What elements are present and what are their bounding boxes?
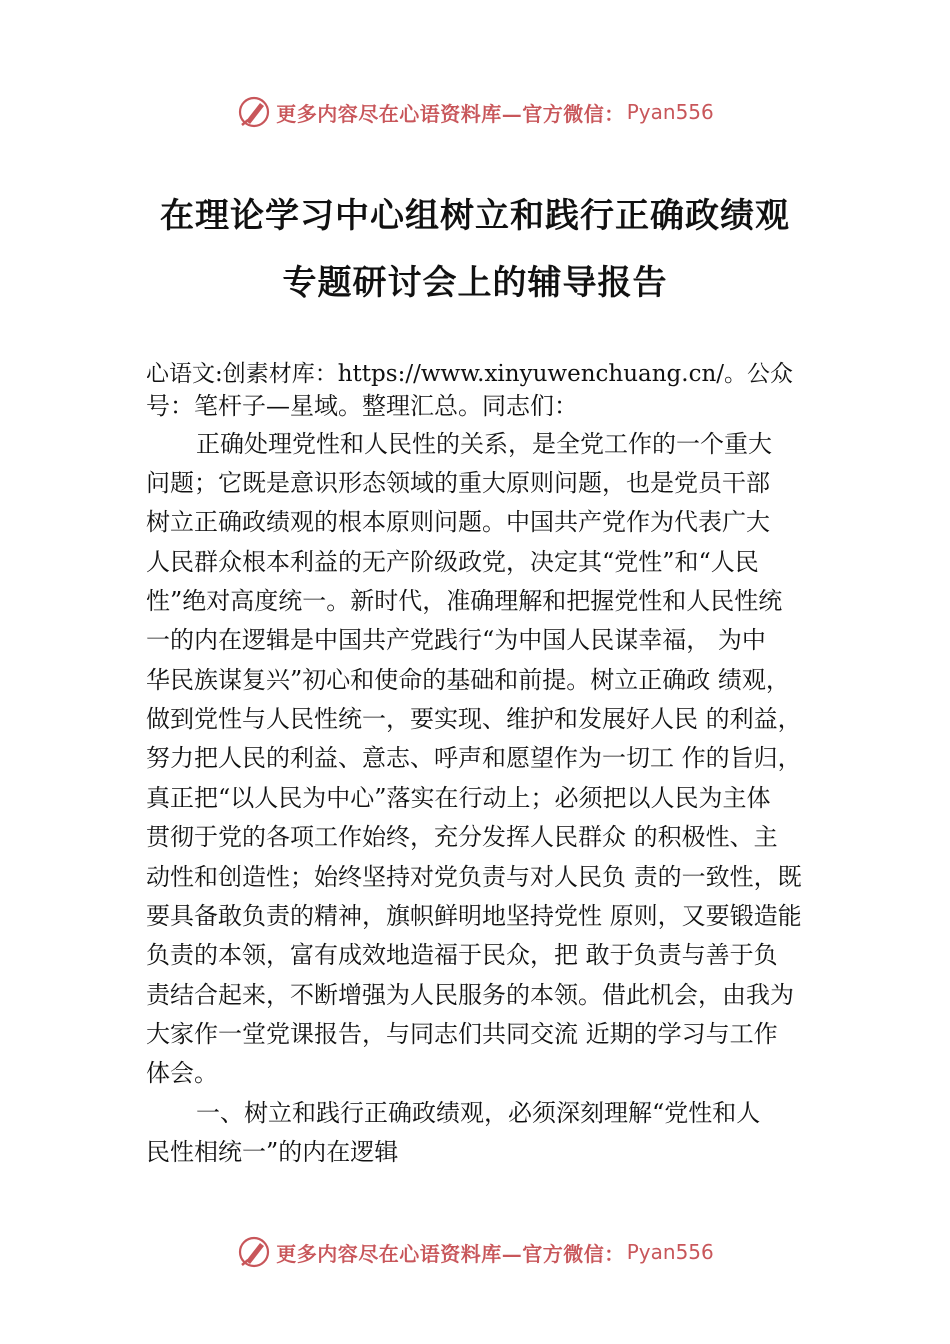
paragraph-line: 性”绝对高度统一。新时代，准确理解和把握党性和人民性统 <box>146 587 783 615</box>
pen-nib-logo-icon <box>236 94 272 130</box>
paragraph-line: 负责的本领，富有成效地造福于民众，把 敢于负责与善于负 <box>146 941 778 969</box>
intro-line: 心语文:创素材库：https://www.xinyuwenchuang.cn/。公众 <box>146 361 794 387</box>
paragraph-line: 要具备敢负责的精神，旗帜鲜明地坚持党性 原则，又要锻造能 <box>146 902 802 930</box>
section-heading-line: 民性相统一”的内在逻辑 <box>146 1138 399 1166</box>
paragraph-line: 一的内在逻辑是中国共产党践行“为中国人民谋幸福， 为中 <box>146 626 766 654</box>
paragraph-line: 贯彻于党的各项工作始终，充分发挥人民群众 的积极性、主 <box>146 823 778 851</box>
banner-text: 更多内容尽在心语资料库—官方微信： <box>276 1241 625 1266</box>
document-title-line-1: 在理论学习中心组树立和践行正确政绩观 <box>160 196 790 236</box>
paragraph-line: 责结合起来，不断增强为人民服务的本领。借此机会，由我为 <box>146 981 794 1009</box>
paragraph-line: 真正把“以人民为中心”落实在行动上；必须把以人民为主体 <box>146 784 771 812</box>
paragraph-line: 正确处理党性和人民性的关系，是全党工作的一个重大 <box>196 430 772 458</box>
paragraph-line: 体会。 <box>146 1059 218 1087</box>
paragraph-line: 人民群众根本利益的无产阶级政党，决定其“党性”和“人民 <box>146 548 759 576</box>
banner-text: 更多内容尽在心语资料库—官方微信： <box>276 101 625 126</box>
header-banner <box>0 92 950 132</box>
section-heading-line: 一、树立和践行正确政绩观，必须深刻理解“党性和人 <box>196 1099 761 1127</box>
banner-wechat-id: Pyan556 <box>626 100 714 124</box>
paragraph-line: 树立正确政绩观的根本原则问题。中国共产党作为代表广大 <box>146 508 770 536</box>
footer-banner <box>0 1232 950 1272</box>
intro-line: 号：笔杆子—星域。整理汇总。同志们： <box>146 392 578 420</box>
banner-wechat-id: Pyan556 <box>626 1240 714 1264</box>
paragraph-line: 动性和创造性；始终坚持对党负责与对人民负 责的一致性，既 <box>146 863 802 891</box>
paragraph-line: 大家作一堂党课报告，与同志们共同交流 近期的学习与工作 <box>146 1020 778 1048</box>
paragraph-line: 努力把人民的利益、意志、呼声和愿望作为一切工 作的旨归， <box>146 744 802 772</box>
paragraph-line: 问题；它既是意识形态领域的重大原则问题，也是党员干部 <box>146 469 770 497</box>
paragraph-line: 做到党性与人民性统一，要实现、维护和发展好人民 的利益， <box>146 705 802 733</box>
pen-nib-logo-icon <box>236 1234 272 1270</box>
document-title-line-2: 专题研讨会上的辅导报告 <box>282 263 668 303</box>
paragraph-line: 华民族谋复兴”初心和使命的基础和前提。树立正确政 绩观， <box>146 666 790 694</box>
